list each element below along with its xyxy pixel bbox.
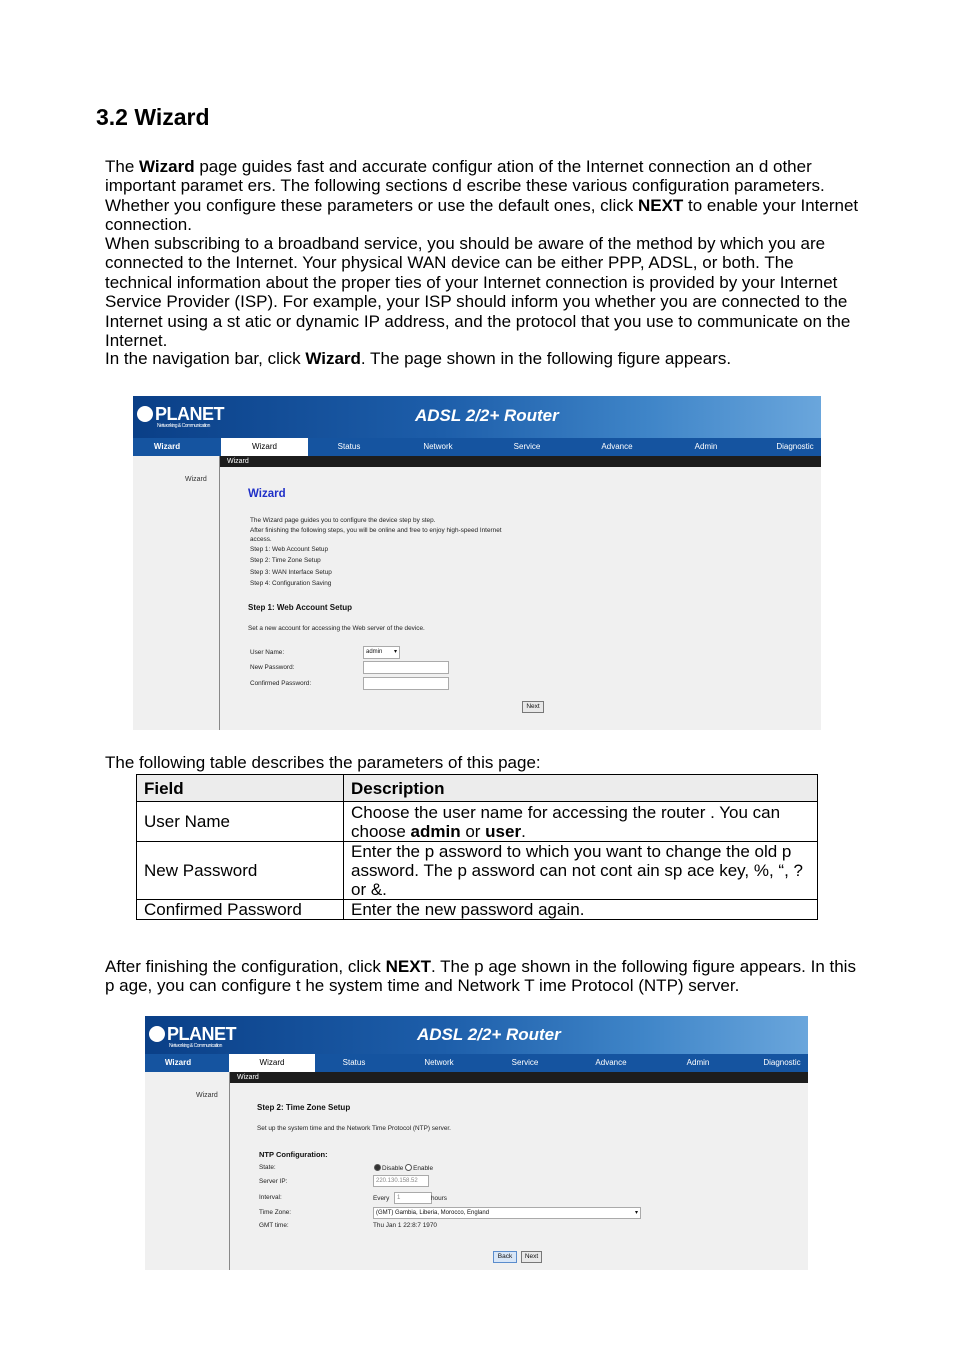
time-zone-label: Time Zone: — [259, 1209, 292, 1216]
table-row — [137, 802, 818, 842]
router-title: ADSL 2/2+ Router — [415, 406, 559, 425]
router-banner — [145, 1016, 808, 1054]
wizard-line: The Wizard page guides you to configure the device step by step. — [250, 517, 436, 524]
wizard-line: Step 3: WAN Interface Setup — [250, 569, 332, 576]
intro-paragraph-3: In the navigation bar, click Wizard. The page shown in the following figure appears. — [105, 349, 732, 368]
nav-wizard[interactable]: Wizard — [221, 438, 308, 456]
next-button[interactable]: Next — [521, 1251, 542, 1263]
description-cell: Enter the new password again. — [344, 900, 818, 920]
gmt-time-value: Thu Jan 1 22:8:7 1970 — [373, 1222, 437, 1229]
nav-advance[interactable]: Advance — [601, 442, 633, 451]
header-description: Description — [344, 775, 818, 802]
interval-label: Interval: — [259, 1194, 282, 1201]
ntp-config-title: NTP Configuration: — [259, 1150, 328, 1159]
section-title: 3.2 Wizard — [96, 104, 210, 130]
state-label: State: — [259, 1164, 276, 1171]
nav-network[interactable]: Network — [423, 442, 453, 451]
planet-logo: PLANET Networking & Communication — [149, 1024, 236, 1045]
table-row — [137, 900, 818, 920]
interval-input[interactable]: 1 — [394, 1192, 432, 1204]
field-cell: User Name — [137, 802, 344, 842]
nav-admin[interactable]: Admin — [686, 1058, 710, 1067]
table-intro: The following table describes the parameters of this page: — [105, 753, 541, 772]
confirm-password-input[interactable] — [363, 677, 449, 690]
state-radio-group: Disable Enable — [374, 1164, 433, 1172]
time-zone-select[interactable]: (GMT) Gambia, Liberia, Morocco, England ▾ — [373, 1207, 641, 1219]
intro-paragraph-2: When subscribing to a broadband service, you should be aware of the method by which you are connected to the Internet. Your physical WAN device can be either PPP, ADSL, or both. The technical information about the proper ties of your Internet connection is provided by your Internet Service Provider (ISP). For example, your ISP should inform you whether you are connected to the Internet using a st atic or dynamic IP address, and the protocol that you use to communicate on the Internet. — [105, 234, 851, 351]
wizard-step1-screenshot — [133, 396, 821, 730]
header-field: Field — [137, 775, 344, 802]
enable-radio[interactable] — [405, 1164, 412, 1171]
new-password-input[interactable] — [363, 661, 449, 674]
nav-bar — [133, 438, 821, 456]
chevron-down-icon: ▾ — [634, 1210, 638, 1216]
server-ip-label: Server IP: — [259, 1178, 288, 1185]
nav-diagnostic[interactable]: Diagnostic — [776, 442, 814, 451]
nav-service[interactable]: Service — [513, 442, 541, 451]
subbar-wizard[interactable]: Wizard — [237, 1074, 259, 1081]
next-button[interactable]: Next — [522, 701, 544, 713]
nav-network[interactable]: Network — [424, 1058, 454, 1067]
step1-description: Set a new account for accessing the Web server of the device. — [248, 625, 425, 632]
server-ip-input[interactable]: 220.130.158.52 — [373, 1175, 429, 1187]
confirm-password-label: Confirmed Password: — [250, 680, 312, 687]
nav-diagnostic[interactable]: Diagnostic — [763, 1058, 801, 1067]
parameters-table — [136, 774, 818, 920]
nav-status[interactable]: Status — [342, 1058, 366, 1067]
wizard-line: After finishing the following steps, you will be online and free to enjoy high-speed Internet — [250, 527, 502, 534]
chevron-down-icon: ▾ — [393, 649, 397, 655]
nav-wizard-home[interactable]: Wizard — [153, 442, 181, 451]
nav-service[interactable]: Service — [511, 1058, 539, 1067]
every-label: Every — [373, 1195, 390, 1202]
table-row — [137, 842, 818, 900]
planet-logo: PLANET Networking & Communication — [137, 404, 224, 425]
step2-description: Set up the system time and the Network Time Protocol (NTP) server. — [257, 1125, 451, 1132]
step1-title: Step 1: Web Account Setup — [248, 603, 353, 612]
subbar-wizard[interactable]: Wizard — [227, 458, 249, 465]
wizard-line: Step 1: Web Account Setup — [250, 546, 329, 553]
nav-status[interactable]: Status — [337, 442, 361, 451]
table-header-row — [137, 775, 818, 802]
wizard-line: Step 4: Configuration Saving — [250, 580, 332, 587]
router-banner — [133, 396, 821, 438]
nav-wizard[interactable]: Wizard — [229, 1054, 315, 1072]
sub-bar — [219, 456, 821, 467]
field-cell: New Password — [137, 842, 344, 900]
user-name-select[interactable]: admin ▾ — [363, 646, 400, 659]
description-cell: Choose the user name for accessing the router . You can choose admin or user. — [344, 802, 818, 842]
nav-admin[interactable]: Admin — [694, 442, 718, 451]
wizard-line: Step 2: Time Zone Setup — [250, 557, 321, 564]
nav-wizard-home[interactable]: Wizard — [164, 1058, 192, 1067]
gmt-time-label: GMT time: — [259, 1222, 289, 1229]
back-button[interactable]: Back — [493, 1251, 517, 1263]
new-password-label: New Password: — [250, 664, 295, 671]
user-name-label: User Name: — [250, 649, 285, 656]
sidebar-divider — [229, 1072, 230, 1270]
sub-bar — [229, 1072, 808, 1083]
nav-advance[interactable]: Advance — [595, 1058, 627, 1067]
sidebar-divider — [219, 456, 220, 730]
description-cell: Enter the p assword to which you want to change the old p assword. The p assword can not cont ain sp ace key, %, “, ? or &. — [344, 842, 818, 900]
sidebar-item-wizard[interactable]: Wizard — [196, 1092, 218, 1099]
router-title: ADSL 2/2+ Router — [417, 1025, 561, 1044]
field-cell: Confirmed Password — [137, 900, 344, 920]
wizard-step2-screenshot — [145, 1016, 808, 1270]
intro-paragraph-1: The Wizard page guides fast and accurate configur ation of the Internet connection an d other important paramet ers. The following sections d escribe these various configuration parameters. Whether you configure these parameters or use the default ones, click NEXT to enable your Internet connection. — [105, 157, 859, 235]
wizard-line: access. — [250, 536, 272, 543]
after-paragraph: After finishing the configuration, click NEXT. The p age shown in the following figure appears. In this p age, you can configure t he system time and Network T ime Protocol (NTP) server. — [105, 957, 856, 996]
sidebar-item-wizard[interactable]: Wizard — [185, 476, 207, 483]
step2-title: Step 2: Time Zone Setup — [257, 1103, 351, 1112]
hours-label: hours — [431, 1195, 447, 1202]
wizard-heading: Wizard — [248, 488, 286, 500]
disable-radio[interactable] — [374, 1164, 381, 1171]
nav-bar — [145, 1054, 808, 1072]
